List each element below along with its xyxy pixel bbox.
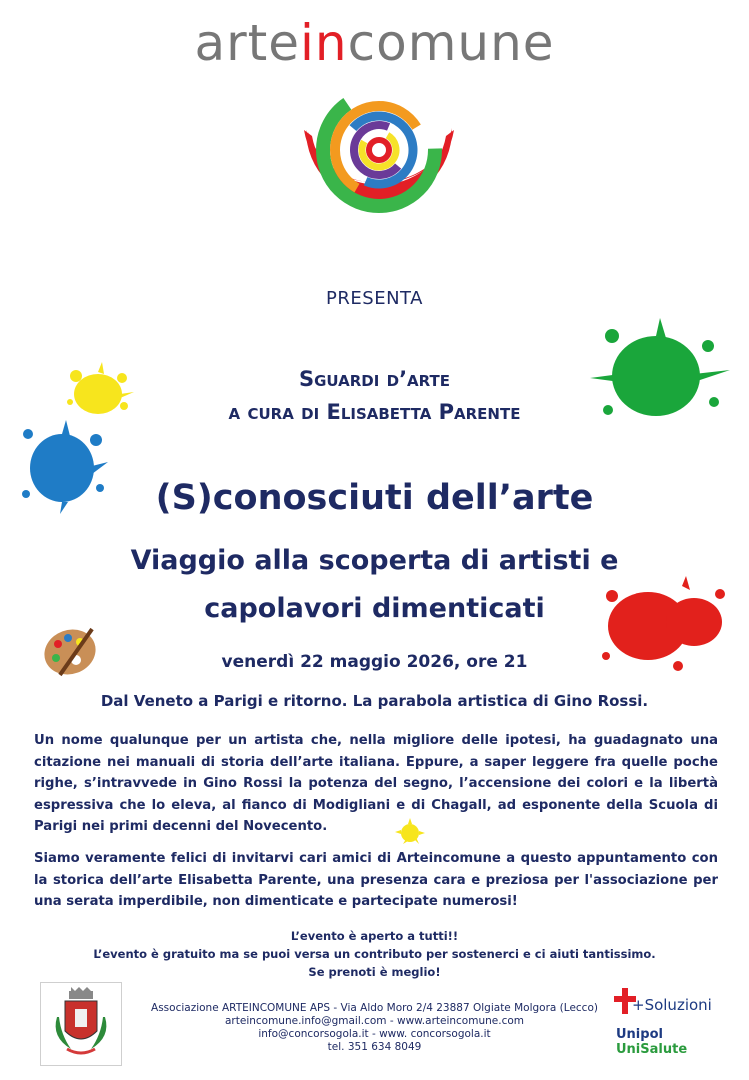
footer-email-2[interactable]: info@concorsogola.it - www. concorsogola.it <box>258 1028 491 1040</box>
note-booking: Se prenoti è meglio! <box>308 965 441 979</box>
wordmark-part-arte: arte <box>194 14 301 72</box>
sponsor-soluzioni: +Soluzioni <box>632 996 712 1014</box>
event-date: venerdì 22 maggio 2026, ore 21 <box>221 652 528 672</box>
arteincomune-spiral-logo <box>296 80 462 238</box>
event-lead: Dal Veneto a Parigi e ritorno. La parabola artistica di Gino Rossi. <box>100 692 649 710</box>
event-subtitle <box>0 537 749 633</box>
green-paint-splash-icon <box>590 318 730 428</box>
event-title: (S)conosciuti dell’arte <box>155 478 594 518</box>
footer-phone[interactable]: tel. 351 634 8049 <box>327 1041 422 1053</box>
sponsor-unisalute-text: UniSalute <box>616 1042 688 1057</box>
sponsor-logo <box>614 986 726 1057</box>
event-notes <box>0 927 749 981</box>
wordmark-part-in: in <box>300 14 348 72</box>
sponsor-unipol-text: Unipol <box>616 1027 663 1042</box>
footer-address: Associazione ARTEINCOMUNE APS - Via Aldo Moro 2/4 23887 Olgiate Molgora (Lecco) <box>151 1002 598 1014</box>
wordmark-part-comune: comune <box>347 14 555 72</box>
description-paragraph-1: Un nome qualunque per un artista che, nella migliore delle ipotesi, ha guadagnato una citazione nei manuali di storia dell’arte italiana. Eppure, a saper leggere fra quelle poche righe, s’intravvede in Gino Rossi la potenza del segno, l’accensione dei colori e la libertà espressiva che lo eleva, al fianco di Modigliani e di Chagall, ad esponente della Scuola di Parigi nei primi decenni del Novecento. <box>34 733 718 834</box>
brand-wordmark <box>0 14 749 72</box>
description-paragraph-2: Siamo veramente felici di invitarvi cari amici di Arteincomune a questo appuntamento con la storica dell’arte Elisabetta Parente, una presenza cara e preziosa per l'associazione per una serata imperdibile, non dimenticate e partecipate numerosi! <box>34 851 718 909</box>
event-subtitle-line2: capolavori dimenticati <box>204 593 545 624</box>
note-contribution: L’evento è gratuito ma se puoi versa un contributo per sostenerci e ci aiuti tantissimo. <box>93 947 656 961</box>
footer-email-1[interactable]: arteincomune.info@gmail.com - www.arteincomune.com <box>224 1015 524 1027</box>
yellow-paint-splash-icon <box>62 362 134 424</box>
sponsor-unipol <box>616 1027 726 1057</box>
presents-label: PRESENTA <box>326 288 423 309</box>
event-subtitle-line1: Viaggio alla scoperta di artisti e <box>130 545 619 576</box>
note-open-to-all: L’evento è aperto a tutti!! <box>290 929 459 943</box>
series-title: Sguardi d’arte <box>298 367 451 391</box>
series-curator: a cura di Elisabetta Parente <box>228 400 521 424</box>
